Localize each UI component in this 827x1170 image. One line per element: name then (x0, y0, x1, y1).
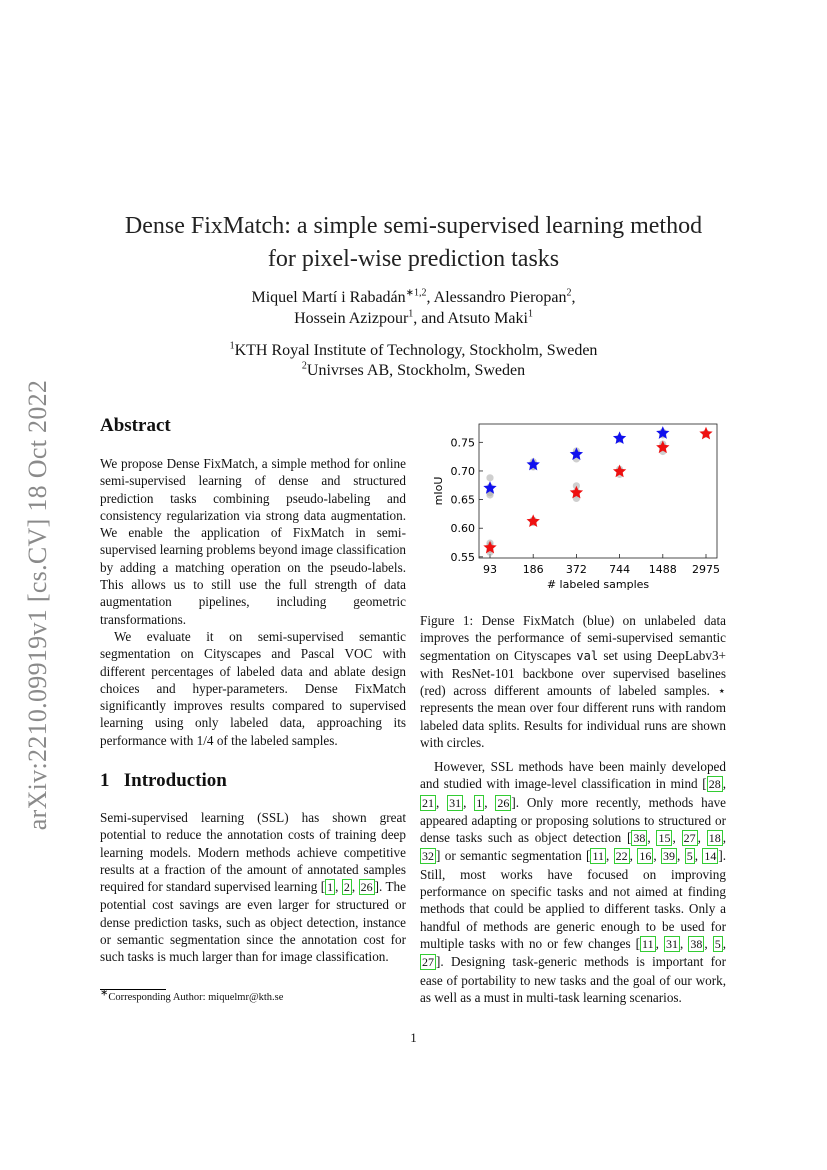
affiliations (100, 341, 727, 381)
y-tick-label: 0.65 (450, 493, 475, 507)
text-run: . Still, most works have focused on improving performance on specific tasks and not aimed at finding methods that could be applied to different tasks. Only a handful of methods are generic enough to be used for multiple tasks with no or few changes (420, 848, 727, 951)
caption-text: Figure 1: Dense FixMatch (blue) on unlabeled data improves the performance of semi-supervised semantic segmentation on Cityscapes (420, 613, 726, 663)
citation-link[interactable]: 14 (704, 849, 717, 864)
text-run: However, SSL methods have been mainly developed and studied with image-level classification in mind (420, 759, 726, 792)
citation-link[interactable]: 32 (422, 849, 434, 864)
section-title: Introduction (123, 770, 227, 791)
author-3-sup: 1 (408, 308, 414, 320)
citation-link[interactable]: 22 (615, 849, 628, 864)
x-tick-label: 1488 (648, 563, 677, 576)
citation-link[interactable]: 39 (663, 849, 676, 864)
run-point (486, 474, 493, 481)
paper-title (100, 210, 727, 276)
citation-link[interactable]: 5 (686, 849, 693, 864)
footnote-mark: ∗ (100, 987, 109, 999)
citation-link[interactable]: 38 (690, 936, 703, 951)
citation-link[interactable]: 11 (592, 849, 604, 864)
citation-link[interactable]: 27 (683, 831, 696, 846)
text-run: . The potential cost savings are even larger for structured or dense prediction tasks, such as object detection, instance or semantic segmentation since the annotation cost for such tasks is much larger than for image classification. (100, 879, 407, 965)
abstract-heading: Abstract (100, 415, 171, 436)
affiliation-2: Univrses AB, Stockholm, Sweden (306, 362, 526, 379)
y-axis-label: mIoU (432, 476, 445, 506)
citation-link[interactable]: 21 (422, 795, 434, 810)
author-1: Miquel Martí i Rabadán (251, 289, 406, 306)
title-line-2: for pixel-wise prediction tasks (267, 246, 560, 272)
abstract-paragraph-2: We evaluate it on semi-supervised semantic segmentation on Cityscapes and Pascal VOC with different percentages of labeled data and ablate design choices and hyper-parameters. Dense FixMatch significantly improves results compared to supervised learning using only labeled data, approaching its performance with 1/4 of the labeled samples. (100, 628, 406, 748)
text-run: . Designing task-generic methods is important for ease of portability to new tasks and the goal of our work, as well as a must in multi-task learning scenarios. (420, 954, 726, 1005)
footnote (100, 987, 284, 1003)
x-axis-label: # labeled samples (546, 578, 650, 591)
x-tick-label: 186 (522, 563, 544, 576)
author-2: Alessandro Pieropan (433, 289, 567, 306)
caption-text: set using DeepLabv3+ with ResNet-101 backbone over supervised baselines (red) across different amounts of labeled samples. ⋆ represents the mean over four different runs with random labeled data splits. Results for individual runs are shown with circles. (420, 647, 726, 751)
abstract-body (100, 455, 406, 749)
citation-link[interactable]: 5 (714, 936, 721, 951)
plot-frame (479, 424, 717, 558)
citation-link[interactable]: 15 (658, 831, 671, 846)
affiliation-1: KTH Royal Institute of Technology, Stockholm, Sweden (234, 342, 598, 359)
citation-link[interactable]: 11 (642, 936, 654, 951)
citation-link[interactable]: 16 (639, 849, 652, 864)
author-sep: , (426, 289, 434, 306)
author-sep: , and (413, 310, 448, 327)
section-number: 1 (100, 770, 110, 791)
author-sep: , (571, 289, 576, 306)
intro-paragraph-2: However, SSL methods have been mainly developed and studied with image-level classification in mind [ 28 , 21 , 31 , 1 , 26 ]. Only more recently, methods have appeared adapting or proposing solutions to structured or dense tasks such as object detection [ 38 , 15 , 27 , 18 , 32 ] or semantic segmentation [ 11 , 22 , 16 , 39 , 5 , 14 ]. Still, most works have focused on improving performance on specific tasks and not aimed at finding methods that could be applied to different tasks. Only a handful of methods are generic enough to be used for multiple tasks with no or few changes [ 11 , 31 , 38 , 5 , 27 ]. Designing task-generic methods is important for ease of portability to new tasks and the goal of our work, as well as a must in multi-task learning scenarios. (420, 759, 727, 1005)
intro-paragraph-1: Semi-supervised learning (SSL) has shown great potential to reduce the annotation costs of training deep learning models. Modern methods achieve competitive results at a fraction of the amount of annotated samples required for standard supervised learning [ 1 , 2 , 26 ]. The potential cost savings are even larger for structured or dense prediction tasks, such as object detection, instance or semantic segmentation since the annotation cost for such tasks is much larger than for image classification. (100, 810, 407, 965)
title-line-1: Dense FixMatch: a simple semi-supervised learning method (124, 213, 703, 239)
text-run: or semantic segmentation (440, 848, 587, 864)
x-tick-label: 372 (565, 563, 587, 576)
citation-link[interactable]: 26 (497, 795, 510, 810)
abstract-paragraph-1: We propose Dense FixMatch, a simple method for online semi-supervised learning of dense and structured prediction tasks combining pseudo-labeling and consistency regularization via strong data augmentation. We enable the application of FixMatch in semi-supervised learning problems beyond image classification by adding a matching operation on the pseudo-labels. This allows us to still use the full strength of data augmentation pipelines, including geometric transformations. (100, 456, 406, 627)
author-3: Hossein Azizpour (294, 310, 409, 327)
caption-code: val (576, 648, 599, 663)
citation-link[interactable]: 18 (708, 831, 721, 846)
author-2-sup: 2 (566, 287, 572, 299)
page-number: 1 (410, 1030, 417, 1045)
figure-1-caption (420, 612, 726, 751)
footnote-rule (100, 989, 166, 990)
citation-link[interactable]: 2 (343, 880, 350, 895)
footnote-text: Corresponding Author: miquelmr@kth.se (108, 992, 284, 1003)
affiliation-2-sup: 2 (301, 360, 307, 372)
x-tick-label: 2975 (692, 563, 720, 576)
affiliation-1-sup: 1 (229, 340, 235, 352)
author-1-sup: ∗1,2 (405, 287, 427, 299)
citation-link[interactable]: 1 (476, 795, 483, 810)
y-tick-label: 0.70 (450, 464, 475, 478)
y-tick-label: 0.55 (450, 550, 475, 564)
section-heading-introduction (100, 770, 406, 792)
citation-link[interactable]: 27 (422, 955, 434, 970)
author-list (100, 287, 727, 329)
citation-link[interactable]: 1 (327, 880, 334, 895)
arxiv-side-stamp: arXiv:2210.09919v1 [cs.CV] 18 Oct 2022 (23, 379, 52, 831)
citation-link[interactable]: 31 (449, 795, 462, 810)
x-tick-label: 93 (483, 563, 497, 576)
text-run: Semi-supervised learning (SSL) has shown great potential to reduce the annotation costs of training deep learning models. Modern methods achieve competitive results at a fraction of the amount of annotated samples required for standard supervised learning (100, 810, 406, 895)
figure-1-chart (425, 418, 725, 594)
y-tick-label: 0.60 (450, 522, 475, 536)
y-tick-label: 0.75 (450, 436, 475, 450)
citation-link[interactable]: 28 (708, 777, 721, 792)
citation-link[interactable]: 31 (665, 936, 678, 951)
author-4: Atsuto Maki (447, 310, 528, 327)
citation-link[interactable]: 38 (633, 831, 646, 846)
author-4-sup: 1 (527, 308, 533, 320)
text-run: . Only more recently, methods have appeared adapting or proposing solutions to structured or dense tasks such as object detection (420, 794, 727, 846)
x-tick-label: 744 (609, 563, 631, 576)
citation-link[interactable]: 26 (360, 880, 373, 895)
